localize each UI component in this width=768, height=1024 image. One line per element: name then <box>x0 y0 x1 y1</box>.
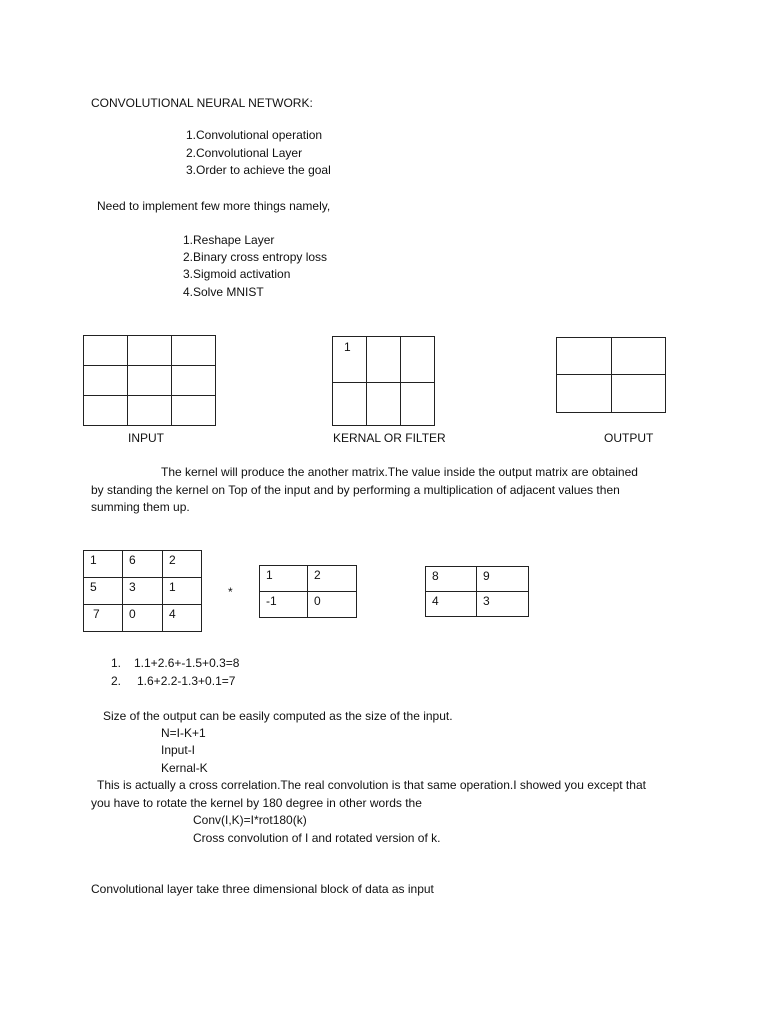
page-title: CONVOLUTIONAL NEURAL NETWORK: <box>91 96 313 110</box>
matrix-cell: 9 <box>477 567 529 592</box>
example-input-matrix <box>83 550 202 632</box>
output-label: OUTPUT <box>604 431 654 445</box>
conv-formula: Conv(I,K)=I*rot180(k) <box>193 813 307 827</box>
matrix-cell: 1 <box>84 551 123 578</box>
matrix-cell: 0 <box>308 592 357 618</box>
example-output-matrix <box>425 566 529 617</box>
kernel-label: KERNAL OR FILTER <box>333 431 446 445</box>
step-text: 1.1+2.6+-1.5+0.3=8 <box>134 656 240 670</box>
formula-line: Kernal-K <box>161 761 208 775</box>
need-item: 3.Sigmoid activation <box>183 267 291 281</box>
need-item: 1.Reshape Layer <box>183 233 275 247</box>
matrix-cell: 4 <box>426 592 477 617</box>
matrix-cell: 3 <box>123 578 163 605</box>
kernel-marker: 1 <box>333 337 367 383</box>
topic-item: 3.Order to achieve the goal <box>186 163 331 177</box>
cross-text: Cross convolution of I and rotated version of k. <box>193 831 441 845</box>
matrix-cell: 5 <box>84 578 123 605</box>
matrix-cell: 2 <box>308 566 357 592</box>
need-item: 4.Solve MNIST <box>183 285 264 299</box>
matrix-cell: 6 <box>123 551 163 578</box>
matrix-cell: 1 <box>163 578 202 605</box>
correlation-line: This is actually a cross correlation.The real convolution is that same operation.I showed you except that <box>97 778 646 792</box>
convolution-operator: * <box>228 585 233 599</box>
explanation-line: The kernel will produce the another matrix.The value inside the output matrix are obtained <box>161 465 638 479</box>
matrix-cell: 2 <box>163 551 202 578</box>
correlation-line: you have to rotate the kernel by 180 degree in other words the <box>91 796 422 810</box>
need-text: Need to implement few more things namely, <box>97 199 331 213</box>
example-kernel-matrix <box>259 565 357 618</box>
topic-item: 1.Convolutional operation <box>186 128 323 142</box>
input-grid <box>83 335 216 426</box>
last-line: Convolutional layer take three dimensional block of data as input <box>91 882 434 896</box>
topic-item: 2.Convolutional Layer <box>186 146 303 160</box>
step-number: 1. <box>111 656 122 670</box>
matrix-cell: -1 <box>260 592 308 618</box>
kernel-grid <box>332 336 435 426</box>
matrix-cell: 8 <box>426 567 477 592</box>
step-text: 1.6+2.2-1.3+0.1=7 <box>137 674 236 688</box>
matrix-cell: 7 <box>84 605 123 632</box>
explanation-line: by standing the kernel on Top of the input and by performing a multiplication of adjacent values then <box>91 483 620 497</box>
formula-line: N=I-K+1 <box>161 726 206 740</box>
step-number: 2. <box>111 674 122 688</box>
output-grid <box>556 337 666 413</box>
matrix-cell: 0 <box>123 605 163 632</box>
matrix-cell: 3 <box>477 592 529 617</box>
need-item: 2.Binary cross entropy loss <box>183 250 328 264</box>
input-label: INPUT <box>128 431 164 445</box>
explanation-line: summing them up. <box>91 500 190 514</box>
matrix-cell: 4 <box>163 605 202 632</box>
formula-line: Input-I <box>161 743 196 757</box>
matrix-cell: 1 <box>260 566 308 592</box>
size-text: Size of the output can be easily computed as the size of the input. <box>103 709 453 723</box>
